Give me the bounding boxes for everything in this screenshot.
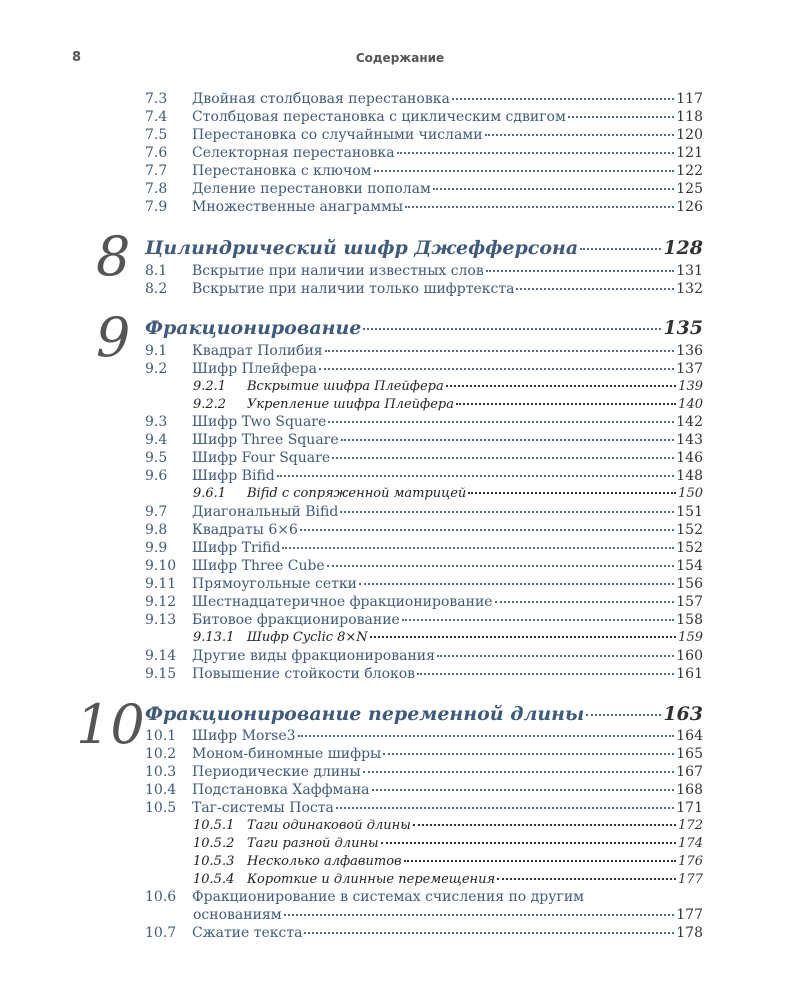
- subsection-title: Укрепление шифра Плейфера: [247, 397, 454, 412]
- page-ref: 135: [663, 317, 703, 339]
- page-ref: 131: [676, 263, 703, 279]
- page-ref: 152: [676, 522, 703, 538]
- toc-entry[interactable]: [145, 781, 703, 799]
- subsection-number: 10.5.3: [193, 854, 235, 869]
- leader-dots: [359, 583, 674, 585]
- page-ref: 154: [676, 558, 703, 574]
- section-title: Диагональный Bifid: [192, 504, 339, 520]
- toc-entry[interactable]: [145, 108, 703, 126]
- chapter-title: Фракционирование переменной длины: [145, 703, 585, 725]
- toc-entry[interactable]: [145, 888, 703, 906]
- toc-entry[interactable]: [145, 745, 703, 763]
- subsection-number: 10.5.1: [193, 818, 235, 833]
- page-ref: 156: [676, 576, 703, 592]
- section-number: 9.8: [145, 522, 168, 538]
- toc-entry-continuation[interactable]: [193, 906, 703, 924]
- leader-dots: [370, 636, 676, 638]
- toc-entry[interactable]: [145, 924, 703, 942]
- section-title: Повышение стойкости блоков: [192, 666, 416, 682]
- section-number: 8.1: [145, 263, 168, 279]
- page-ref: 163: [663, 703, 703, 725]
- subsection-number: 9.13.1: [193, 630, 235, 645]
- chapter-entry[interactable]: [145, 703, 703, 725]
- leader-dots: [452, 98, 674, 100]
- section-title: Квадрат Полибия: [192, 343, 323, 359]
- toc-entry[interactable]: [145, 503, 703, 521]
- toc-entry[interactable]: [145, 449, 703, 467]
- section-title: Фракционирование в системах счисления по другим: [192, 889, 585, 905]
- leader-dots: [372, 789, 675, 791]
- section-title: Шифр Three Square: [192, 432, 339, 448]
- toc-entry[interactable]: [145, 593, 703, 611]
- section-number: 9.15: [145, 666, 177, 682]
- section-title: Шифр Two Square: [192, 414, 327, 430]
- section-number: 9.12: [145, 594, 177, 610]
- toc-entry[interactable]: [145, 611, 703, 629]
- leader-dots: [332, 457, 674, 459]
- section-number: 7.9: [145, 199, 168, 215]
- leader-dots: [298, 735, 675, 737]
- leader-dots: [328, 421, 674, 423]
- subsection-title: Вскрытие шифра Плейфера: [247, 379, 444, 394]
- section-title: Селекторная перестановка: [192, 145, 395, 161]
- leader-dots: [300, 529, 674, 531]
- page-ref: 151: [676, 504, 703, 520]
- page-ref: 168: [676, 782, 703, 798]
- section-title: Подстановка Хаффмана: [192, 782, 370, 798]
- page-ref: 160: [676, 648, 703, 664]
- leader-dots: [363, 771, 675, 773]
- leader-dots: [282, 547, 674, 549]
- toc-entry[interactable]: [145, 126, 703, 144]
- toc-subentry[interactable]: [193, 629, 703, 647]
- toc-entry[interactable]: [145, 539, 703, 557]
- section-title: Вскрытие при наличии только шифртекста: [192, 281, 515, 297]
- subsection-number: 10.5.4: [193, 872, 235, 887]
- leader-dots: [402, 619, 674, 621]
- toc-entry[interactable]: [145, 162, 703, 180]
- leader-dots: [485, 134, 675, 136]
- toc-entry[interactable]: [145, 763, 703, 781]
- section-title: Шестнадцатеричное фракционирование: [192, 594, 493, 610]
- section-title: Шифр Bifid: [192, 468, 275, 484]
- section-title: Вскрытие при наличии известных слов: [192, 263, 484, 279]
- page-ref: 171: [676, 800, 703, 816]
- page-ref: 167: [676, 764, 703, 780]
- toc-entry[interactable]: [145, 647, 703, 665]
- leader-dots: [405, 206, 674, 208]
- leader-dots: [383, 753, 674, 755]
- toc-entry[interactable]: [145, 799, 703, 817]
- section-title: Сжатие текста: [192, 925, 303, 941]
- toc-entry[interactable]: [145, 144, 703, 162]
- chapter-number: 10: [76, 693, 145, 756]
- leader-dots: [568, 116, 674, 118]
- subsection-title: Несколько алфавитов: [247, 854, 402, 869]
- section-number: 9.6: [145, 468, 168, 484]
- toc-subentry[interactable]: [193, 817, 703, 835]
- chapter-entry[interactable]: [145, 237, 703, 259]
- section-number: 10.4: [145, 782, 177, 798]
- page-ref: 157: [676, 594, 703, 610]
- section-number: 9.7: [145, 504, 168, 520]
- section-title: Битовое фракционирование: [192, 612, 400, 628]
- chapter-title: Фракционирование: [145, 317, 362, 339]
- chapter-number: 9: [96, 306, 131, 369]
- subsection-title: Таги разной длины: [247, 836, 379, 851]
- toc-entry[interactable]: [145, 727, 703, 745]
- toc-entry[interactable]: [145, 521, 703, 539]
- section-title: Множественные анаграммы: [192, 199, 404, 215]
- subsection-title: Таги одинаковой длины: [247, 818, 411, 833]
- toc-subentry[interactable]: [193, 485, 703, 503]
- section-number: 9.10: [145, 558, 177, 574]
- leader-dots: [397, 152, 675, 154]
- toc-entry[interactable]: [145, 431, 703, 449]
- page-ref: 177: [676, 907, 703, 923]
- leader-dots: [341, 439, 675, 441]
- page-ref: 177: [678, 872, 703, 887]
- leader-dots: [413, 824, 676, 826]
- subsection-number: 10.5.2: [193, 836, 235, 851]
- section-number: 7.3: [145, 91, 168, 107]
- subsection-title: Шифр Cyclic 8×N: [247, 630, 368, 645]
- section-number: 9.2: [145, 361, 168, 377]
- section-number: 10.2: [145, 746, 177, 762]
- leader-dots: [486, 270, 675, 272]
- toc-subentry[interactable]: [193, 378, 703, 396]
- section-title: Шифр Morse3: [192, 728, 296, 744]
- toc-entry[interactable]: [145, 575, 703, 593]
- subsection-title: Короткие и длинные перемещения: [247, 872, 496, 887]
- leader-dots: [284, 914, 675, 916]
- page-ref: 136: [676, 343, 703, 359]
- leader-dots: [446, 385, 676, 387]
- section-number: 9.14: [145, 648, 177, 664]
- section-title: Шифр Three Cube: [192, 558, 325, 574]
- section-number: 8.2: [145, 281, 168, 297]
- page-ref: 174: [678, 836, 703, 851]
- leader-dots: [363, 328, 661, 330]
- section-title: Прямоугольные сетки: [192, 576, 357, 592]
- leader-dots: [325, 350, 675, 352]
- section-number: 7.8: [145, 181, 168, 197]
- leader-dots: [586, 714, 661, 716]
- section-number: 9.13: [145, 612, 177, 628]
- page-ref: 121: [676, 145, 703, 161]
- section-title: Перестановка со случайными числами: [192, 127, 483, 143]
- section-number: 10.6: [145, 889, 177, 905]
- toc-subentry[interactable]: [193, 853, 703, 871]
- leader-dots: [404, 860, 677, 862]
- toc-entry[interactable]: [145, 467, 703, 485]
- section-title: Деление перестановки пополам: [192, 181, 431, 197]
- leader-dots: [277, 475, 675, 477]
- page-ref: 165: [676, 746, 703, 762]
- toc-entry[interactable]: [145, 180, 703, 198]
- section-number: 9.1: [145, 343, 168, 359]
- page-ref: 122: [676, 163, 703, 179]
- subsection-number: 9.6.1: [193, 486, 227, 501]
- running-title: Содержание: [355, 51, 445, 65]
- page-ref: 132: [676, 281, 703, 297]
- section-title: Шифр Trifid: [192, 540, 281, 556]
- section-title: Шифр Плейфера: [192, 361, 317, 377]
- toc-subentry[interactable]: [193, 835, 703, 853]
- section-number: 10.5: [145, 800, 177, 816]
- leader-dots: [340, 511, 674, 513]
- section-number: 10.7: [145, 925, 177, 941]
- leader-dots: [497, 878, 676, 880]
- toc-entry[interactable]: [145, 342, 703, 360]
- toc-entry[interactable]: [145, 557, 703, 575]
- section-number: 9.9: [145, 540, 168, 556]
- leader-dots: [468, 492, 676, 494]
- toc-entry[interactable]: [145, 665, 703, 683]
- section-title: Другие виды фракционирования: [192, 648, 435, 664]
- section-title: Столбцовая перестановка с циклическим сдвигом: [192, 109, 566, 125]
- section-number: 7.6: [145, 145, 168, 161]
- page-ref: 159: [678, 630, 703, 645]
- toc-entry[interactable]: [145, 413, 703, 431]
- page-ref: 178: [676, 925, 703, 941]
- section-title: Моном-биномные шифры: [192, 746, 382, 762]
- section-number: 9.5: [145, 450, 168, 466]
- toc-entry[interactable]: [145, 360, 703, 378]
- section-title: Шифр Four Square: [192, 450, 331, 466]
- leader-dots: [327, 565, 675, 567]
- leader-dots: [417, 673, 674, 675]
- page-ref: 140: [678, 397, 703, 412]
- leader-dots: [516, 288, 674, 290]
- leader-dots: [495, 601, 675, 603]
- toc-entry[interactable]: [145, 90, 703, 108]
- section-number: 9.11: [145, 576, 177, 592]
- section-title: Перестановка с ключом: [192, 163, 372, 179]
- page-ref: 125: [676, 181, 703, 197]
- section-number: 10.1: [145, 728, 177, 744]
- leader-dots: [580, 248, 661, 250]
- leader-dots: [437, 655, 674, 657]
- page-ref: 176: [678, 854, 703, 869]
- toc-entry[interactable]: [145, 198, 703, 216]
- section-number: 7.7: [145, 163, 168, 179]
- leader-dots: [456, 403, 676, 405]
- page-ref: 161: [676, 666, 703, 682]
- page-ref: 118: [676, 109, 703, 125]
- section-title-continuation: основаниям: [193, 907, 282, 923]
- section-number: 7.4: [145, 109, 168, 125]
- page-ref: 126: [676, 199, 703, 215]
- section-title: Периодические длины: [192, 764, 361, 780]
- leader-dots: [381, 842, 677, 844]
- leader-dots: [319, 368, 674, 370]
- toc-subentry[interactable]: [193, 396, 703, 414]
- page-ref: 158: [676, 612, 703, 628]
- page-ref: 152: [676, 540, 703, 556]
- page-ref: 117: [676, 91, 703, 107]
- leader-dots: [374, 170, 675, 172]
- page-ref: 146: [676, 450, 703, 466]
- toc-entry[interactable]: [145, 262, 703, 280]
- section-title: Таг-системы Поста: [192, 800, 334, 816]
- leader-dots: [336, 807, 674, 809]
- section-number: 9.4: [145, 432, 168, 448]
- page-ref: 120: [676, 127, 703, 143]
- section-number: 9.3: [145, 414, 168, 430]
- page-ref: 172: [678, 818, 703, 833]
- toc-subentry[interactable]: [193, 871, 703, 889]
- toc-entry[interactable]: [145, 280, 703, 298]
- page-ref: 143: [676, 432, 703, 448]
- subsection-number: 9.2.2: [193, 397, 227, 412]
- page-ref: 142: [676, 414, 703, 430]
- section-title: Двойная столбцовая перестановка: [192, 91, 450, 107]
- page-ref: 139: [678, 379, 703, 394]
- page-ref: 164: [676, 728, 703, 744]
- chapter-entry[interactable]: [145, 317, 703, 339]
- section-number: 7.5: [145, 127, 168, 143]
- leader-dots: [433, 188, 674, 190]
- section-number: 10.3: [145, 764, 177, 780]
- subsection-number: 9.2.1: [193, 379, 227, 394]
- page-ref: 128: [663, 237, 703, 259]
- page-number: 8: [72, 50, 82, 65]
- page-ref: 137: [676, 361, 703, 377]
- page-ref: 150: [678, 486, 703, 501]
- leader-dots: [304, 932, 674, 934]
- subsection-title: Bifid с сопряженной матрицей: [247, 486, 467, 501]
- chapter-title: Цилиндрический шифр Джефферсона: [145, 237, 579, 259]
- page-ref: 148: [676, 468, 703, 484]
- chapter-number: 8: [96, 225, 131, 288]
- section-title: Квадраты 6×6: [192, 522, 298, 538]
